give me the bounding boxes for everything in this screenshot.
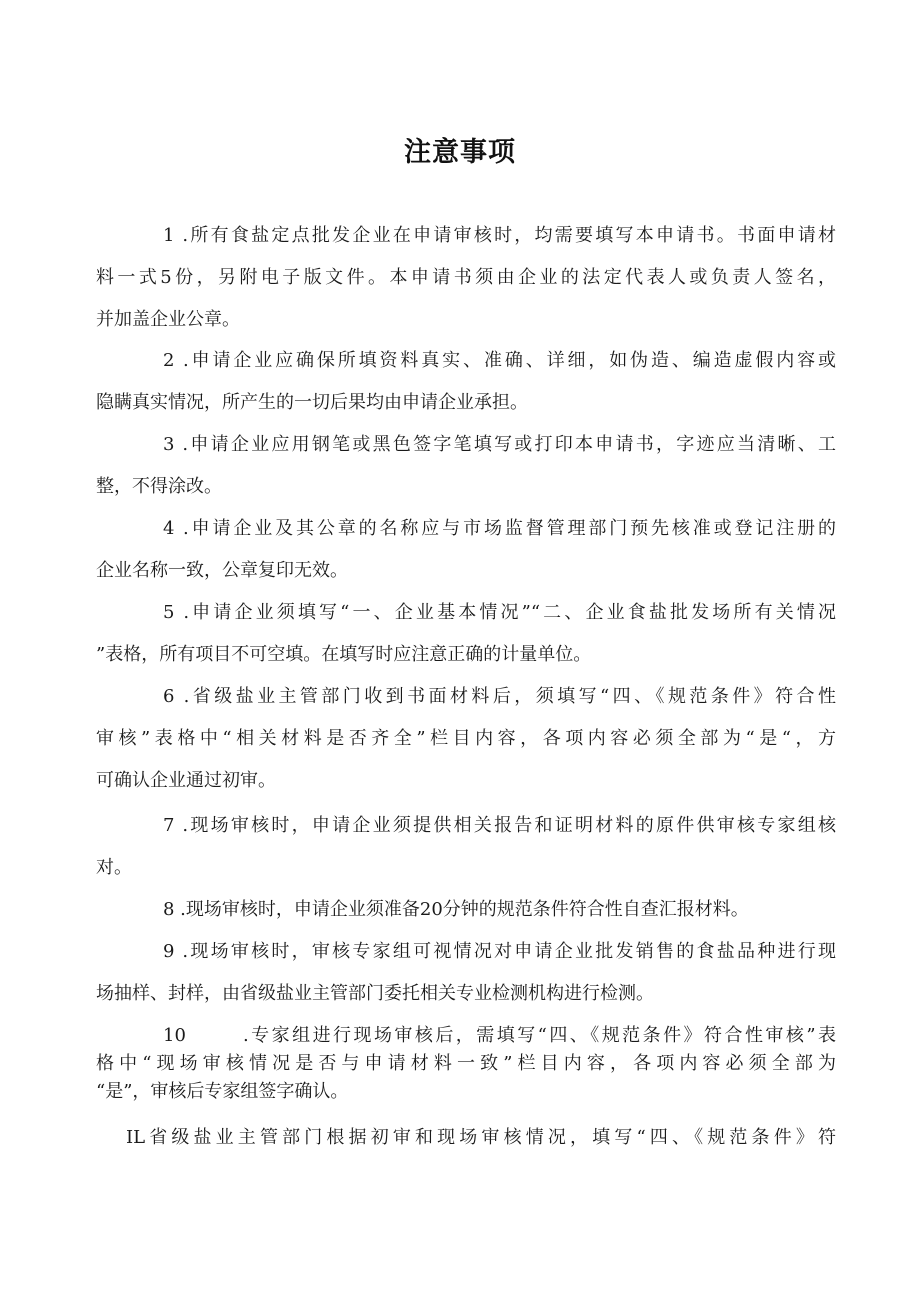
notice-line: 6 .省级盐业主管部门收到书面材料后，须填写“四、《规范条件》符合性 — [163, 686, 836, 707]
notice-line: 1 .所有食盐定点批发企业在申请审核时，均需要填写本申请书。书面申请材 — [163, 225, 836, 246]
notice-line: ”表格，所有项目不可空填。在填写时应注意正确的计量单位。 — [96, 644, 592, 665]
notice-line: 3 .申请企业应用钢笔或黑色签字笔填写或打印本申请书，字迹应当清晰、工 — [163, 434, 836, 455]
notice-line: 9 .现场审核时，审核专家组可视情况对申请企业批发销售的食盐品种进行现 — [163, 941, 836, 962]
page-title: 注意事项 — [404, 137, 516, 168]
notice-line: .专家组进行现场审核后，需填写“四、《规范条件》符合性审核”表 — [243, 1025, 836, 1046]
notice-line: 并加盖企业公章。 — [96, 309, 240, 330]
notice-line: 可确认企业通过初审。 — [96, 770, 276, 791]
item-number: 10 — [163, 1025, 186, 1046]
notice-line: 2 .申请企业应确保所填资料真实、准确、详细，如伪造、编造虚假内容或 — [163, 350, 836, 371]
notice-line: 4 .申请企业及其公章的名称应与市场监督管理部门预先核准或登记注册的 — [163, 518, 836, 539]
notice-line: 7 .现场审核时，申请企业须提供相关报告和证明材料的原件供审核专家组核 — [163, 815, 836, 836]
notice-line: 整，不得涂改。 — [96, 476, 222, 497]
notice-line: 8 .现场审核时，申请企业须准备20分钟的规范条件符合性自查汇报材料。 — [163, 899, 749, 920]
notice-line: 5 .申请企业须填写“一、企业基本情况”“二、企业食盐批发场所有关情况 — [163, 602, 836, 623]
notice-line: 企业名称一致，公章复印无效。 — [96, 560, 348, 581]
notice-line: “是”，审核后专家组签字确认。 — [96, 1081, 349, 1102]
notice-line: 对。 — [96, 857, 132, 878]
notice-line: 隐瞒真实情况，所产生的一切后果均由申请企业承担。 — [96, 392, 528, 413]
notice-line: 场抽样、封样，由省级盐业主管部门委托相关专业检测机构进行检测。 — [96, 983, 654, 1004]
notice-line: 料一式5份，另附电子版文件。本申请书须由企业的法定代表人或负责人签名， — [96, 267, 836, 288]
notice-line: 审核”表格中“相关材料是否齐全”栏目内容，各项内容必须全部为“是“，方 — [96, 728, 836, 749]
notice-line: IL省级盐业主管部门根据初审和现场审核情况，填写“四、《规范条件》符 — [126, 1127, 836, 1148]
notice-line: 格中“现场审核情况是否与申请材料一致”栏目内容，各项内容必须全部为 — [96, 1053, 836, 1074]
